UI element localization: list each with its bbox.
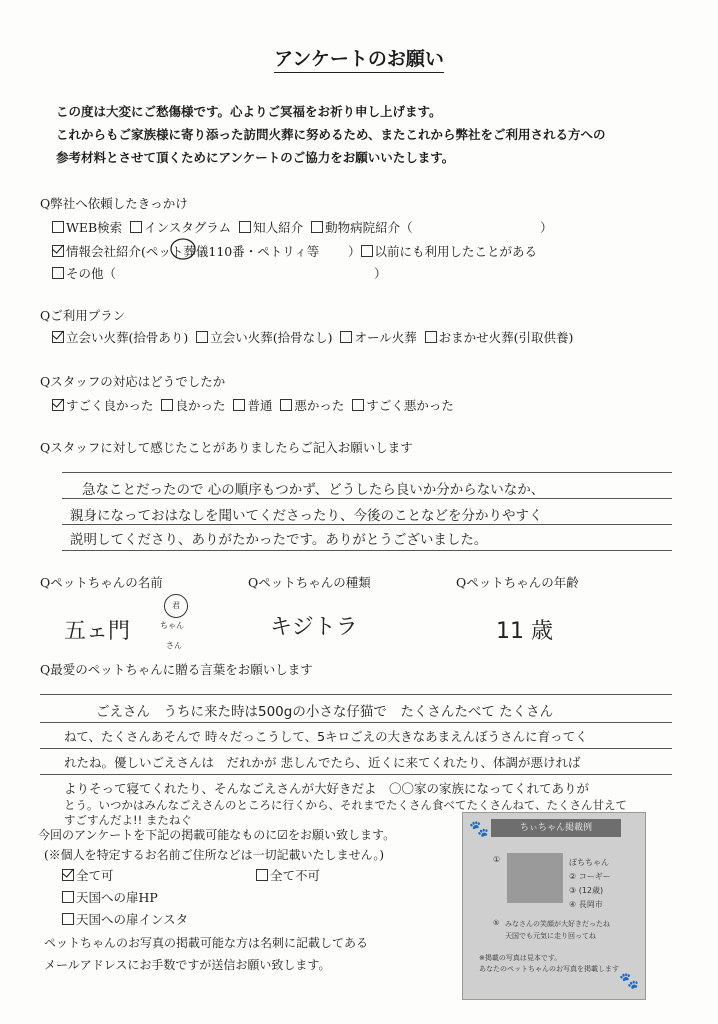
- q1-row2b: ） 以前にも利用したことがある: [348, 244, 538, 259]
- pet-name-label: Qペットちゃんの名前: [40, 575, 163, 590]
- publish-opt-hp: 天国への扉HP: [62, 888, 158, 906]
- checkbox-other[interactable]: [52, 267, 64, 279]
- photo-note-1: ペットちゃんのお写真の掲載可能な方は名刺に記載してある: [44, 936, 369, 950]
- paw-icon: 🐾: [619, 971, 639, 990]
- checkbox-plan4[interactable]: [425, 331, 437, 343]
- publish-note: (※個人を特定するお名前ご住所などは一切記載いたしません。): [44, 848, 385, 862]
- publish-intro: 今回のアンケートを下記の掲載可能なものに☑をお願い致します。: [38, 828, 396, 842]
- checkbox-none[interactable]: [256, 869, 268, 881]
- publish-opt-insta: 天国への扉インスタ: [62, 910, 188, 928]
- sample-age: ③ (12歳): [569, 886, 604, 895]
- sample-num5: ⑤: [493, 919, 500, 927]
- q1-row1: WEB検索 インスタグラム 知人紹介 動物病院紹介（: [52, 218, 413, 236]
- publish-opt-none: 全て不可: [256, 866, 320, 884]
- handwritten-circle-mark: [168, 236, 198, 262]
- q1-close1: ）: [540, 220, 553, 235]
- checkbox-plan3[interactable]: [340, 331, 352, 343]
- answer-line: [40, 694, 672, 695]
- photo-note-2: メールアドレスにお手数ですが送信お願い致します。: [44, 958, 331, 972]
- q3-options: すごく良かった 良かった 普通 悪かった すごく悪かった: [52, 396, 454, 414]
- answer-line: [62, 498, 672, 499]
- q1-row2: 情報会社紹介(ペット葬儀110番・ペトリィ等: [52, 242, 319, 260]
- sample-num1: ①: [493, 855, 501, 864]
- answer-line: [62, 524, 672, 525]
- checkbox-hp[interactable]: [62, 891, 74, 903]
- message-line4: よりそって寝てくれたり、そんなごえさんが大好きだよ 〇〇家の家族になってくれてありが: [64, 781, 590, 796]
- checkbox-hospital[interactable]: [311, 221, 323, 233]
- pet-type-label: Qペットちゃんの種類: [248, 575, 371, 590]
- checkbox-friend[interactable]: [239, 221, 251, 233]
- suffix-kun-circled: 君: [164, 594, 188, 618]
- checkbox-before[interactable]: [361, 245, 373, 257]
- message-line6: すごすんだよ!! またねぐ: [64, 813, 192, 827]
- checkbox-staff5[interactable]: [352, 399, 364, 411]
- message-line1: ごえさん うちに来た時は500gの小さな仔猫で たくさんたべて たくさん: [96, 704, 554, 720]
- q1-row3: その他（: [52, 264, 116, 282]
- sample-msg1: みなさんの笑顔が大好きだったね: [505, 920, 610, 928]
- sample-name: ぽちちゃん: [569, 858, 609, 867]
- message-line5: とう。いつかはみんなごえさんのところに行くから、それまでたくさん食べてたくさんねて、たくさん甘えて: [64, 798, 627, 812]
- suffix-chan: ちゃん: [160, 621, 184, 630]
- sample-listing-card: [462, 812, 646, 1000]
- pet-age-value: 11 歳: [496, 619, 553, 644]
- q5-label: Q最愛のペットちゃんに贈る言葉をお願いします: [40, 662, 313, 677]
- pet-name-value: 五ェ門: [64, 619, 131, 644]
- staff-comment-line2: 親身になっておはなしを聞いてくださったり、今後のことなどを分かりやすく: [70, 508, 543, 524]
- q2-label: Qご利用プラン: [40, 308, 126, 323]
- sample-pet-photo: [507, 853, 563, 903]
- page-title: アンケートのお願い: [0, 44, 718, 71]
- intro-text: この度は大変にご愁傷様です。心よりご冥福をお祈り申し上げます。 これからもご家族様に寄り添った訪問火葬に努めるため、またこれから弊社をご利用される方への 参考材料とさせて頂くためにアンケートのご協力をお願いいたします。: [56, 104, 606, 165]
- q1-label: Q弊社へ依頼したきっかけ: [40, 196, 188, 211]
- sample-foot2: あなたのペットちゃんのお写真を掲載します: [479, 965, 619, 973]
- checkbox-staff2[interactable]: [161, 399, 173, 411]
- checkbox-all[interactable]: [62, 869, 74, 881]
- answer-line: [40, 748, 672, 749]
- answer-line: [62, 472, 672, 473]
- paw-icon: 🐾: [469, 819, 489, 838]
- message-line3: れたね。優しいごえさんは だれかが 悲しんでたら、近くに来てくれたり、体調が悪ければ: [64, 755, 581, 770]
- checkbox-staff3[interactable]: [233, 399, 245, 411]
- checkbox-plan1[interactable]: [52, 331, 64, 343]
- pet-type-value: キジトラ: [270, 615, 358, 640]
- checkbox-insta-publish[interactable]: [62, 913, 74, 925]
- checkbox-plan2[interactable]: [196, 331, 208, 343]
- checkbox-staff1[interactable]: [52, 399, 64, 411]
- sample-foot1: ※掲載の写真は見本です。: [479, 954, 562, 962]
- staff-comment-line3: 説明してくださり、ありがたかったです。ありがとうございました。: [70, 532, 488, 548]
- answer-line: [40, 774, 672, 775]
- sample-header: ちぃちゃん掲載例: [491, 819, 621, 837]
- staff-comment-line1: 急なことだったので 心の順序もつかず、どうしたら良いか分からないなか、: [82, 482, 545, 498]
- checkbox-insta[interactable]: [130, 221, 142, 233]
- q1-close2: ）: [374, 266, 387, 281]
- checkbox-web[interactable]: [52, 221, 64, 233]
- sample-breed: ② コーギー: [569, 872, 611, 881]
- q3-label: Qスタッフの対応はどうでしたか: [40, 374, 226, 389]
- sample-city: ④ 長岡市: [569, 900, 603, 909]
- pet-age-label: Qペットちゃんの年齢: [456, 575, 579, 590]
- publish-opt-all: 全て可: [62, 866, 114, 884]
- checkbox-info[interactable]: [52, 245, 64, 257]
- suffix-san: さん: [166, 641, 182, 650]
- sample-msg2: 天国でも元気に走り回ってね: [505, 932, 596, 940]
- q2-options: 立会い火葬(拾骨あり) 立会い火葬(拾骨なし) オール火葬 おまかせ火葬(引取供養): [52, 328, 573, 346]
- answer-line: [62, 550, 672, 551]
- checkbox-staff4[interactable]: [280, 399, 292, 411]
- q4-label: Qスタッフに対して感じたことがありましたらご記入お願いします: [40, 440, 413, 455]
- answer-line: [40, 722, 672, 723]
- message-line2: ねて、たくさんあそんで 時々だっこうして、5キロごえの大きなあまえんぼうさんに育ってく: [64, 729, 588, 744]
